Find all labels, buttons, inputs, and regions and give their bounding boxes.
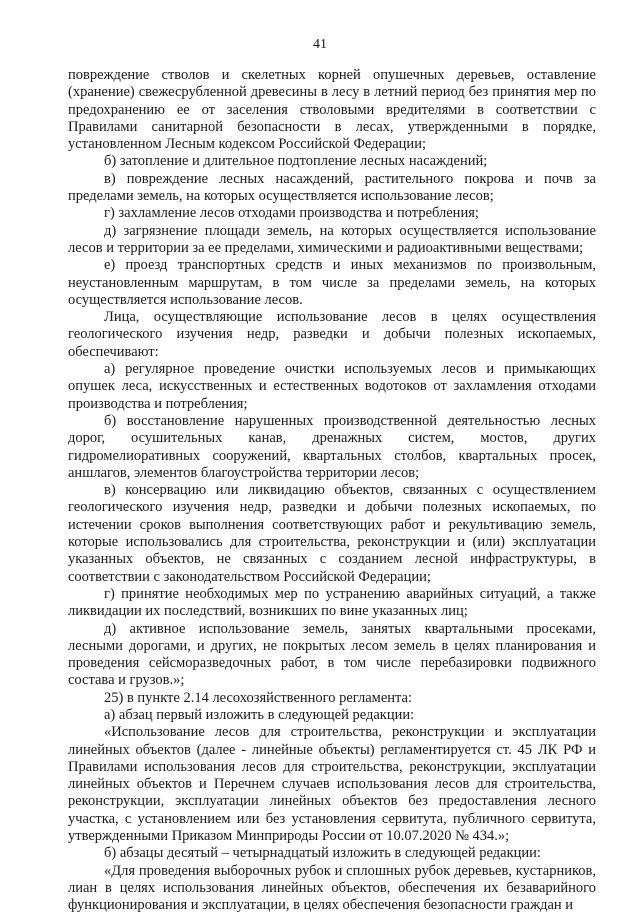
page-number: 41 xyxy=(313,37,327,52)
paragraph: «Использование лесов для строительства, реконструкции и эксплуатации линейных объектов (далее - линейные объекты) регламентируется ст. 45 ЛК РФ и Правилами использования лесов для строительства, реконструкции, эксплуатации линейных объектов и Перечнем случаев использования лесов для строительства, реконструкции, эксплуатации линейных объектов без предоставления лесного участка, с установлением или без установления сервитута, публичного сервитута, утвержденными Приказом Минприроды России от 10.07.2020 № 434.»; xyxy=(68,724,596,845)
paragraph: повреждение стволов и скелетных корней опушечных деревьев, оставление (хранение) свежесрубленной древесины в лесу в летний период без принятия мер по предохранению ее от заселения стволовыми вредителями в соответствии с Правилами санитарной безопасности в лесах, утвержденными в порядке, установленном Лесным кодексом Российской Федерации; xyxy=(68,67,596,153)
document-body xyxy=(68,67,596,915)
paragraph: г) принятие необходимых мер по устранению аварийных ситуаций, а также ликвидации их последствий, возникших по вине указанных лиц; xyxy=(68,585,596,620)
paragraph: д) активное использование земель, занятых квартальными просеками, лесными дорогами, и других, не покрытых лесом земель в целях планирования и проведения сейсморазведочных работ, в том числе перебазировки подвижного состава и грузов.»; xyxy=(68,620,596,689)
paragraph: б) восстановление нарушенных производственной деятельностью лесных дорог, осушительных канав, дренажных систем, мостов, других гидромелиоративных сооружений, квартальных столбов, квартальных просек, аншлагов, элементов благоустройства территории лесов; xyxy=(68,412,596,481)
paragraph: е) проезд транспортных средств и иных механизмов по произвольным, неустановленным маршрутам, в том числе за пределами земель, на которых осуществляется использование лесов. xyxy=(68,257,596,308)
paragraph: а) регулярное проведение очистки используемых лесов и примыкающих опушек леса, искусственных и естественных водотоков от захламления отходами производства и потребления; xyxy=(68,361,596,412)
paragraph: д) загрязнение площади земель, на которых осуществляется использование лесов и территории за ее пределами, химическими и радиоактивными веществами; xyxy=(68,222,596,256)
paragraph: в) повреждение лесных насаждений, растительного покрова и почв за пределами земель, на которых осуществляется использование лесов; xyxy=(68,170,596,205)
paragraph: б) затопление и длительное подтопление лесных насаждений; xyxy=(104,153,488,170)
paragraph: 25) в пункте 2.14 лесохозяйственного регламента: xyxy=(104,689,413,706)
paragraph: «Для проведения выборочных рубок и сплошных рубок деревьев, кустарников, лиан в целях использования линейных объектов, обеспечения их безаварийного функционирования и эксплуатации, в целях обеспечения безопасности граждан и xyxy=(68,862,596,914)
paragraph: г) захламление лесов отходами производства и потребления; xyxy=(104,205,479,222)
paragraph: Лица, осуществляющие использование лесов в целях осуществления геологического изучения недр, разведки и добычи полезных ископаемых, обеспечивают: xyxy=(68,309,596,360)
paragraph: а) абзац первый изложить в следующей редакции: xyxy=(104,706,415,723)
paragraph: в) консервацию или ликвидацию объектов, связанных с осуществлением геологического изучения недр, разведки и добычи полезных ископаемых, по истечении сроков выполнения соответствующих работ и рекультивацию земель, которые использовались для строительства, реконструкции и (или) эксплуатации указанных объектов, не связанных с созданием лесной инфраструктуры, в соответствии с законодательством Российской Федерации; xyxy=(68,482,596,585)
paragraph: б) абзацы десятый – четырнадцатый изложить в следующей редакции: xyxy=(104,845,541,862)
